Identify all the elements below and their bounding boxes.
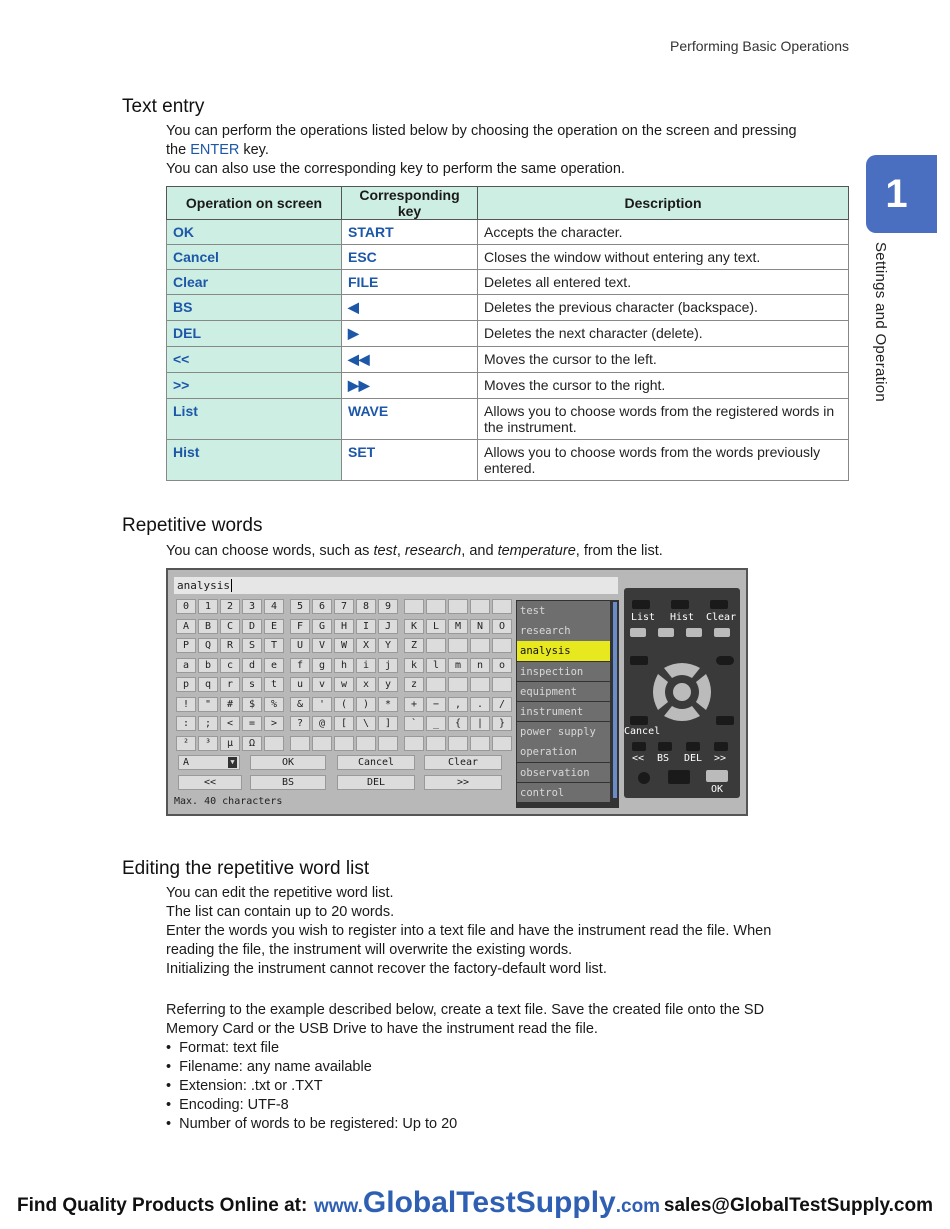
char-key[interactable]: | [470,716,490,731]
char-key[interactable]: 6 [312,599,332,614]
char-key[interactable]: z [404,677,424,692]
table-row [167,245,849,270]
char-key[interactable]: X [356,638,376,653]
editing-line: Referring to the example described below, create a text file. Save the created file onto the SD [166,1002,765,1018]
char-key[interactable]: w [334,677,354,692]
char-key[interactable]: Q [198,638,218,653]
char-key[interactable]: ' [312,697,332,712]
char-key[interactable] [470,677,490,692]
char-key[interactable]: N [470,619,490,634]
char-key[interactable]: D [242,619,262,634]
char-key[interactable]: 0 [176,599,196,614]
round-key[interactable] [638,772,650,784]
char-key[interactable] [404,736,424,751]
char-key[interactable]: x [356,677,376,692]
table-cell: << [167,347,342,373]
cancel-button[interactable]: Cancel [337,755,415,770]
table-cell: Deletes all entered text. [478,270,849,295]
char-key[interactable] [448,677,468,692]
char-key[interactable] [334,736,354,751]
word-list-item[interactable]: observation [517,763,610,783]
word-list-item[interactable]: analysis [517,641,610,661]
char-key[interactable]: L [426,619,446,634]
left-key-label: << [632,753,645,764]
bs-button[interactable]: BS [250,775,326,790]
clear-button[interactable]: Clear [424,755,502,770]
char-key[interactable]: o [492,658,512,673]
clear-key-label: Clear [706,612,737,623]
table-row [167,440,849,481]
editing-line: Enter the words you wish to register into a text file and have the instrument read the file. When [166,923,772,939]
char-key[interactable]: a [176,658,196,673]
char-key[interactable]: * [378,697,398,712]
chapter-number: 1 [885,171,908,216]
char-key[interactable]: r [220,677,240,692]
table-cell: Hist [167,440,342,481]
char-key[interactable]: @ [312,716,332,731]
table-row [167,321,849,347]
cursor-right-button[interactable]: >> [424,775,502,790]
col-header: Corresponding key [342,187,478,220]
char-key[interactable]: M [448,619,468,634]
char-key[interactable]: $ [242,697,262,712]
chapter-title: Settings and Operation [872,242,889,403]
char-key[interactable] [426,677,446,692]
char-key[interactable]: b [198,658,218,673]
direction-pad-icon[interactable] [646,656,718,728]
char-key[interactable]: y [378,677,398,692]
col-header: Operation on screen [167,187,342,220]
char-key[interactable]: V [312,638,332,653]
heading-editing-list: Editing the repetitive word list [122,858,370,879]
char-key[interactable] [470,638,490,653]
key-panel [624,588,740,798]
char-key[interactable] [448,736,468,751]
cancel-key-label: Cancel [624,726,661,737]
char-key[interactable]: h [334,658,354,673]
char-key[interactable]: − [426,697,446,712]
ok-key[interactable] [706,770,728,782]
table-cell: BS [167,295,342,321]
bullet-icon: • [166,1059,180,1075]
char-key[interactable]: R [220,638,240,653]
char-key[interactable]: J [378,619,398,634]
char-key[interactable]: ( [334,697,354,712]
table-row [167,295,849,321]
char-key[interactable]: [ [334,716,354,731]
table-cell: ◀◀ [342,347,478,373]
bs-key[interactable] [658,742,672,751]
bullet-icon: • [166,1078,180,1094]
char-key[interactable]: < [220,716,240,731]
char-key[interactable]: } [492,716,512,731]
char-key[interactable]: 3 [242,599,262,614]
char-key[interactable]: 9 [378,599,398,614]
char-key[interactable]: E [264,619,284,634]
char-key[interactable]: Ω [242,736,262,751]
char-key[interactable] [470,599,490,614]
text-entry-line1: You can perform the operations listed below by choosing the operation on the screen and pressing [166,123,797,139]
char-key[interactable]: l [426,658,446,673]
table-cell: DEL [167,321,342,347]
char-key[interactable]: T [264,638,284,653]
char-key[interactable]: A [176,619,196,634]
char-key[interactable] [448,599,468,614]
table-cell: Moves the cursor to the right. [478,373,849,399]
clear-key[interactable] [710,600,728,609]
word-list-item[interactable]: instrument [517,702,610,722]
char-key[interactable]: Z [404,638,424,653]
bs-key-label: BS [657,753,670,764]
del-key[interactable] [686,742,700,751]
table-cell: Deletes the previous character (backspace). [478,295,849,321]
side-key-right[interactable] [716,656,734,665]
text-entry-line3: You can also use the corresponding key to perform the same operation. [166,161,625,177]
list-item: • Filename: any name available [166,1059,372,1075]
repetitive-paragraph: You can choose words, such as test, research, and temperature, from the list. [166,543,663,559]
mode-select[interactable]: A ▼ [178,755,240,770]
char-key[interactable] [492,638,512,653]
word-list-item[interactable]: power supply [517,722,610,742]
char-key[interactable]: _ [426,716,446,731]
word-list-item[interactable]: research [517,621,610,641]
char-key[interactable] [426,638,446,653]
ok-key-label: OK [711,784,724,795]
char-key[interactable]: g [312,658,332,673]
table-cell: >> [167,373,342,399]
footer-tagline: Find Quality Products Online at: [17,1195,308,1216]
char-key[interactable]: U [290,638,310,653]
running-header: Performing Basic Operations [670,38,849,54]
table-cell: SET [342,440,478,481]
char-key[interactable] [378,736,398,751]
text-input-field[interactable]: analysis [174,577,618,594]
func-key-3[interactable] [686,628,702,637]
char-key[interactable]: m [448,658,468,673]
requirements-list [166,1039,764,1134]
footer-email[interactable]: sales@GlobalTestSupply.com [663,1195,933,1216]
table-row [167,373,849,399]
char-key[interactable] [404,599,424,614]
table-cell: Closes the window without entering any text. [478,245,849,270]
word-list-item[interactable]: operation [517,742,610,762]
word-list-scrollbar[interactable] [613,602,617,798]
char-key[interactable]: 1 [198,599,218,614]
side-key-lower[interactable] [716,716,734,725]
char-key[interactable]: q [198,677,218,692]
table-cell: List [167,399,342,440]
list-key-label: List [631,612,656,623]
table-header-row [167,187,849,220]
ok-button[interactable]: OK [250,755,326,770]
table-cell: Cancel [167,245,342,270]
char-key[interactable]: e [264,658,284,673]
table-cell: WAVE [342,399,478,440]
table-cell: START [342,220,478,245]
text-entry-screen [166,568,748,816]
char-key[interactable] [312,736,332,751]
table-cell: ▶▶ [342,373,478,399]
chapter-tab [866,155,937,233]
right-key-label: >> [714,753,727,764]
table-cell: ESC [342,245,478,270]
bullet-icon: • [166,1116,180,1132]
char-key[interactable]: ) [356,697,376,712]
char-key[interactable]: / [492,697,512,712]
char-key[interactable]: ³ [198,736,218,751]
char-key[interactable]: t [264,677,284,692]
char-key[interactable]: I [356,619,376,634]
char-key[interactable]: ! [176,697,196,712]
dropdown-arrow-icon: ▼ [228,757,237,768]
func-key-1[interactable] [630,628,646,637]
char-key[interactable]: > [264,716,284,731]
char-key[interactable]: \ [356,716,376,731]
char-key[interactable]: ] [378,716,398,731]
char-key[interactable]: 2 [220,599,240,614]
char-key[interactable]: Y [378,638,398,653]
bullet-icon: • [166,1097,180,1113]
char-key[interactable]: K [404,619,424,634]
char-key[interactable]: p [176,677,196,692]
char-key[interactable]: B [198,619,218,634]
table-cell: Allows you to choose words from the words previously entered. [478,440,849,481]
table-cell: Moves the cursor to the left. [478,347,849,373]
editing-line: The list can contain up to 20 words. [166,904,395,920]
char-key[interactable]: & [290,697,310,712]
char-key[interactable]: F [290,619,310,634]
char-key[interactable] [492,736,512,751]
cancel-key[interactable] [630,716,648,725]
char-key[interactable]: ; [198,716,218,731]
char-key[interactable] [492,677,512,692]
char-key[interactable]: d [242,658,262,673]
char-key[interactable]: 7 [334,599,354,614]
char-key[interactable] [290,736,310,751]
col-header: Description [478,187,849,220]
table-cell: FILE [342,270,478,295]
char-key[interactable]: 4 [264,599,284,614]
char-key[interactable] [470,736,490,751]
list-item: • Extension: .txt or .TXT [166,1078,323,1094]
char-key[interactable]: H [334,619,354,634]
char-key[interactable]: { [448,716,468,731]
char-key[interactable]: n [470,658,490,673]
char-key[interactable]: ? [290,716,310,731]
char-key[interactable]: + [404,697,424,712]
word-list [516,600,619,808]
hist-key[interactable] [671,600,689,609]
heading-repetitive-words: Repetitive words [122,515,263,536]
list-key[interactable] [632,600,650,609]
char-key[interactable]: O [492,619,512,634]
table-cell: Clear [167,270,342,295]
editing-line: Initializing the instrument cannot recover the factory-default word list. [166,961,607,977]
char-key[interactable]: . [470,697,490,712]
char-key[interactable]: S [242,638,262,653]
char-key[interactable] [356,736,376,751]
list-item: • Format: text file [166,1040,280,1056]
char-key[interactable]: ² [176,736,196,751]
footer-website[interactable]: www.GlobalTestSupply.com [314,1186,661,1219]
char-key[interactable] [448,638,468,653]
char-key[interactable]: : [176,716,196,731]
table-cell: ◀ [342,295,478,321]
left-key[interactable] [632,742,646,751]
right-key[interactable] [714,742,728,751]
bullet-icon: • [166,1040,180,1056]
table-cell: Deletes the next character (delete). [478,321,849,347]
word-list-item[interactable]: test [517,601,610,621]
table-row [167,220,849,245]
char-key[interactable]: = [242,716,262,731]
char-key[interactable]: i [356,658,376,673]
char-key[interactable]: c [220,658,240,673]
char-key[interactable] [426,599,446,614]
table-cell: Allows you to choose words from the registered words in the instrument. [478,399,849,440]
char-key[interactable]: G [312,619,332,634]
text-entry-line2: the ENTER key. [166,142,269,158]
func-key-2[interactable] [658,628,674,637]
table-row [167,270,849,295]
char-key[interactable]: 5 [290,599,310,614]
char-key[interactable]: j [378,658,398,673]
char-key[interactable]: μ [220,736,240,751]
char-key[interactable] [426,736,446,751]
table-row [167,399,849,440]
char-key[interactable]: f [290,658,310,673]
heading-text-entry: Text entry [122,96,205,117]
table-cell: OK [167,220,342,245]
table-cell: Accepts the character. [478,220,849,245]
table-cell: ▶ [342,321,478,347]
text-entry-paragraph [166,122,797,179]
editing-line: You can edit the repetitive word list. [166,885,394,901]
word-list-item[interactable]: equipment [517,682,610,702]
char-key[interactable]: ` [404,716,424,731]
char-key[interactable]: s [242,677,262,692]
operations-table [166,186,849,481]
cursor-left-button[interactable]: << [178,775,242,790]
char-key[interactable]: " [198,697,218,712]
editing-paragraph-2 [166,1001,764,1134]
char-key[interactable]: W [334,638,354,653]
char-key[interactable] [492,599,512,614]
func-key-4[interactable] [714,628,730,637]
char-key[interactable] [264,736,284,751]
hist-key-label: Hist [670,612,695,623]
editing-paragraph [166,884,771,979]
del-key-label: DEL [684,753,703,764]
char-key[interactable]: 8 [356,599,376,614]
char-key[interactable]: C [220,619,240,634]
enter-key-label: ENTER [190,142,240,158]
del-button[interactable]: DEL [337,775,415,790]
editing-line: Memory Card or the USB Drive to have the instrument read the file. [166,1021,598,1037]
max-characters-label: Max. 40 characters [174,796,283,807]
editing-line: reading the file, the instrument will overwrite the existing words. [166,942,573,958]
char-key[interactable]: v [312,677,332,692]
char-key[interactable]: # [220,697,240,712]
table-row [167,347,849,373]
list-item: • Number of words to be registered: Up to 20 [166,1116,458,1132]
list-item: • Encoding: UTF-8 [166,1097,289,1113]
char-key[interactable]: % [264,697,284,712]
word-list-item[interactable]: inspection [517,662,610,682]
word-list-item[interactable]: control [517,783,610,803]
char-key[interactable]: k [404,658,424,673]
char-key[interactable]: u [290,677,310,692]
char-key[interactable]: P [176,638,196,653]
char-key[interactable]: , [448,697,468,712]
enter-key[interactable] [668,770,690,784]
